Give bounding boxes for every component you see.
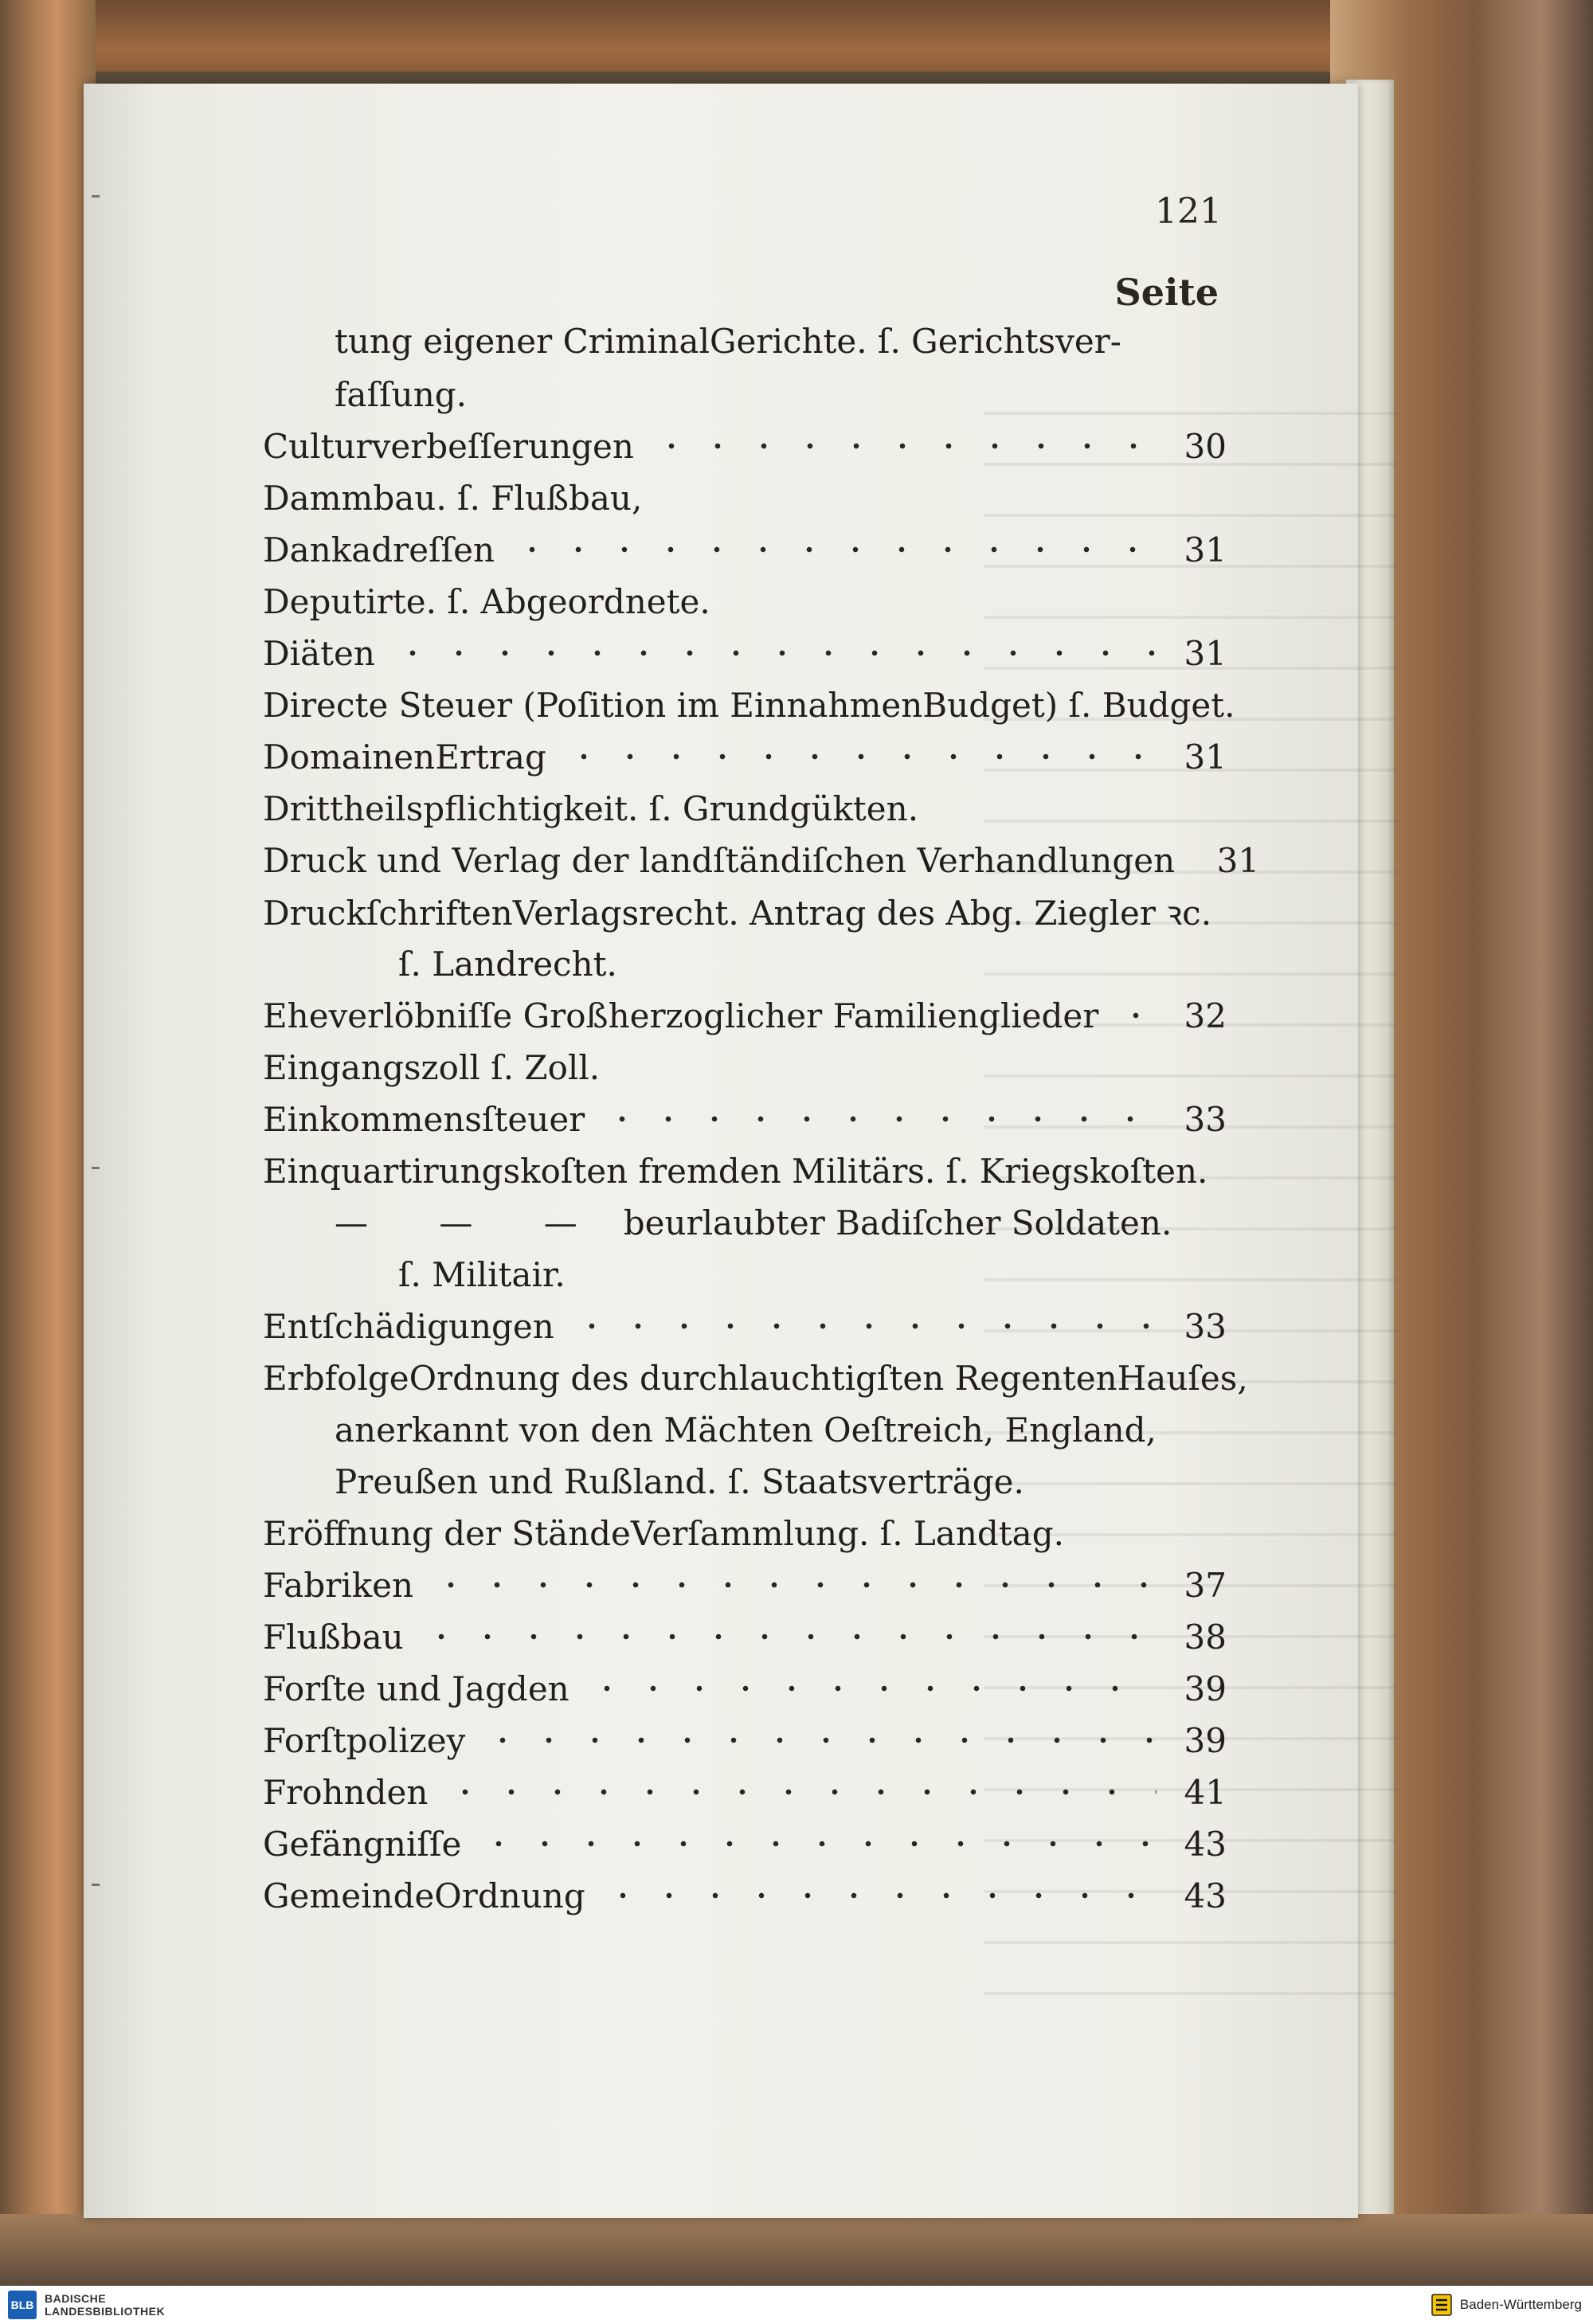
- gutter-thread-mark: [92, 1167, 100, 1169]
- entry-page: 31: [1184, 633, 1227, 673]
- entry-page: 31: [1184, 737, 1227, 777]
- index-entry: [335, 1199, 1227, 1246]
- index-entry: [263, 1561, 1227, 1609]
- index-entry: [263, 733, 1227, 781]
- entry-label: Entſchädigungen: [263, 1306, 554, 1346]
- entry-label: Dankadreſſen: [263, 530, 495, 569]
- dot-leader: [479, 1736, 1157, 1744]
- entry-label: Frohnden: [263, 1772, 429, 1812]
- dot-leader: [561, 753, 1157, 761]
- index-entry: [335, 1406, 1227, 1453]
- index-entry: [263, 992, 1227, 1039]
- index-entry: [263, 1147, 1227, 1195]
- index-entry: [263, 1043, 1227, 1091]
- index-entry: [263, 1509, 1227, 1557]
- entry-page: 38: [1184, 1617, 1227, 1657]
- entry-label: ſ. Landrecht.: [398, 944, 617, 984]
- index-entry: [263, 888, 1227, 936]
- index-entry: [263, 1095, 1227, 1143]
- dot-leader: [428, 1581, 1157, 1589]
- entry-label: DruckſchriftenVerlagsrecht. Antrag des Abg. Ziegler ꝛc.: [263, 893, 1212, 933]
- entry-page: 33: [1184, 1099, 1227, 1139]
- entry-label: DomainenErtrag: [263, 737, 546, 777]
- entry-label: Drittheilspflichtigkeit. ſ. Grundgükten.: [263, 788, 919, 828]
- entry-label: Culturverbeſſerungen: [263, 426, 634, 466]
- index-entry: [263, 577, 1227, 625]
- blb-name-line1: BADISCHE: [45, 2292, 107, 2305]
- index-entry: [398, 940, 1227, 988]
- dot-leader: [569, 1322, 1157, 1330]
- column-header-seite: Seite: [1114, 271, 1219, 314]
- index-entry: [263, 681, 1235, 729]
- index-entry: [263, 526, 1227, 573]
- index-entry: [263, 1872, 1227, 1919]
- index-entry: [398, 1250, 1227, 1298]
- index-entry: [263, 1354, 1248, 1402]
- entry-label: ErbfolgeOrdnung des durchlauchtigſten RegentenHauſes,: [263, 1358, 1248, 1398]
- entry-label: tung eigener CriminalGerichte. ſ. Gerichtsver-: [335, 321, 1121, 361]
- dot-leader: [418, 1633, 1157, 1641]
- entry-page: 43: [1184, 1824, 1227, 1864]
- blb-logo-icon: BLB: [8, 2291, 37, 2319]
- dot-leader: [476, 1840, 1157, 1848]
- entry-label: GemeindeOrdnung: [263, 1876, 585, 1915]
- index-entry: [263, 1665, 1227, 1712]
- bw-branding[interactable]: [1430, 2293, 1582, 2317]
- blb-name-line2: LANDESBIBLIOTHEK: [45, 2305, 166, 2318]
- dot-leader: [442, 1788, 1157, 1796]
- entry-page: 31: [1216, 840, 1260, 880]
- dot-leader: [599, 1115, 1157, 1123]
- index-entry: [263, 784, 1227, 832]
- entry-page: 33: [1184, 1306, 1227, 1346]
- entry-label: anerkannt von den Mächten Oeſtreich, England,: [335, 1410, 1157, 1450]
- index-entry: [335, 1457, 1227, 1505]
- book-binding-left: [0, 0, 96, 2286]
- entry-label: Dammbau. ſ. Flußbau,: [263, 478, 643, 518]
- repeat-dashes: — — —: [335, 1203, 608, 1242]
- bw-coat-of-arms-icon: [1430, 2293, 1454, 2317]
- entry-label: Forſtpolizey: [263, 1720, 466, 1760]
- entry-label: Flußbau: [263, 1617, 404, 1657]
- entry-page: 32: [1184, 996, 1227, 1035]
- gutter-thread-mark: [92, 195, 100, 198]
- entry-page: 37: [1184, 1565, 1227, 1605]
- index-entry: [263, 629, 1227, 677]
- dot-leader: [648, 442, 1157, 450]
- index-entry: [335, 317, 1227, 365]
- index-entry: [263, 1613, 1227, 1661]
- viewer-footer: [0, 2286, 1593, 2324]
- dot-leader: [600, 1892, 1157, 1899]
- entry-label: Eheverlöbniſſe Großherzoglicher Familienglieder: [263, 996, 1099, 1035]
- dot-leader: [1113, 1011, 1157, 1019]
- entry-label: Diäten: [263, 633, 375, 673]
- index-entry: [263, 1820, 1227, 1868]
- index-entry: [263, 1716, 1227, 1764]
- index-entry: [335, 370, 1227, 418]
- index-entry: [263, 474, 1227, 522]
- entry-label: Fabriken: [263, 1565, 414, 1605]
- index-entry: [263, 422, 1227, 470]
- entry-label: Directe Steuer (Poſition im EinnahmenBudget) ſ. Budget.: [263, 685, 1235, 725]
- entry-label: Forſte und Jagden: [263, 1669, 569, 1708]
- entry-label: Preußen und Rußland. ſ. Staatsverträge.: [335, 1461, 1024, 1501]
- book-binding-bottom: [0, 2214, 1593, 2286]
- index-entry: [263, 1768, 1227, 1816]
- entry-page: 39: [1184, 1720, 1227, 1760]
- entry-label: Einquartirungskoſten fremden Militärs. ſ. Kriegskoſten.: [263, 1151, 1208, 1191]
- entry-page: 39: [1184, 1669, 1227, 1708]
- entry-label: Einkommensſteuer: [263, 1099, 585, 1139]
- entry-label: Eingangszoll ſ. Zoll.: [263, 1047, 601, 1087]
- blb-branding[interactable]: [8, 2291, 165, 2319]
- entry-page: 31: [1184, 530, 1227, 569]
- page-number: 121: [1155, 191, 1222, 232]
- dot-leader: [389, 649, 1157, 657]
- entry-page: 30: [1184, 426, 1227, 466]
- blb-name: [45, 2292, 165, 2318]
- entry-label: Gefängniſſe: [263, 1824, 462, 1864]
- entry-label: Eröffnung der StändeVerſammlung. ſ. Landtag.: [263, 1513, 1064, 1553]
- gutter-thread-mark: [92, 1884, 100, 1886]
- index-entry: [263, 1302, 1227, 1350]
- entry-label: faſſung.: [335, 374, 468, 414]
- entry-page: 41: [1184, 1772, 1227, 1812]
- dot-leader: [584, 1684, 1157, 1692]
- dot-leader: [509, 546, 1157, 554]
- entry-label: ſ. Militair.: [398, 1254, 566, 1294]
- entry-label: beurlaubter Badiſcher Soldaten.: [623, 1203, 1172, 1242]
- entry-label: Deputirte. ſ. Abgeordnete.: [263, 581, 710, 621]
- bw-name: Baden-Württemberg: [1459, 2297, 1582, 2312]
- entry-label: Druck und Verlag der landſtändiſchen Verhandlungen: [263, 840, 1176, 880]
- entry-page: 43: [1184, 1876, 1227, 1915]
- index-entry: [263, 836, 1260, 884]
